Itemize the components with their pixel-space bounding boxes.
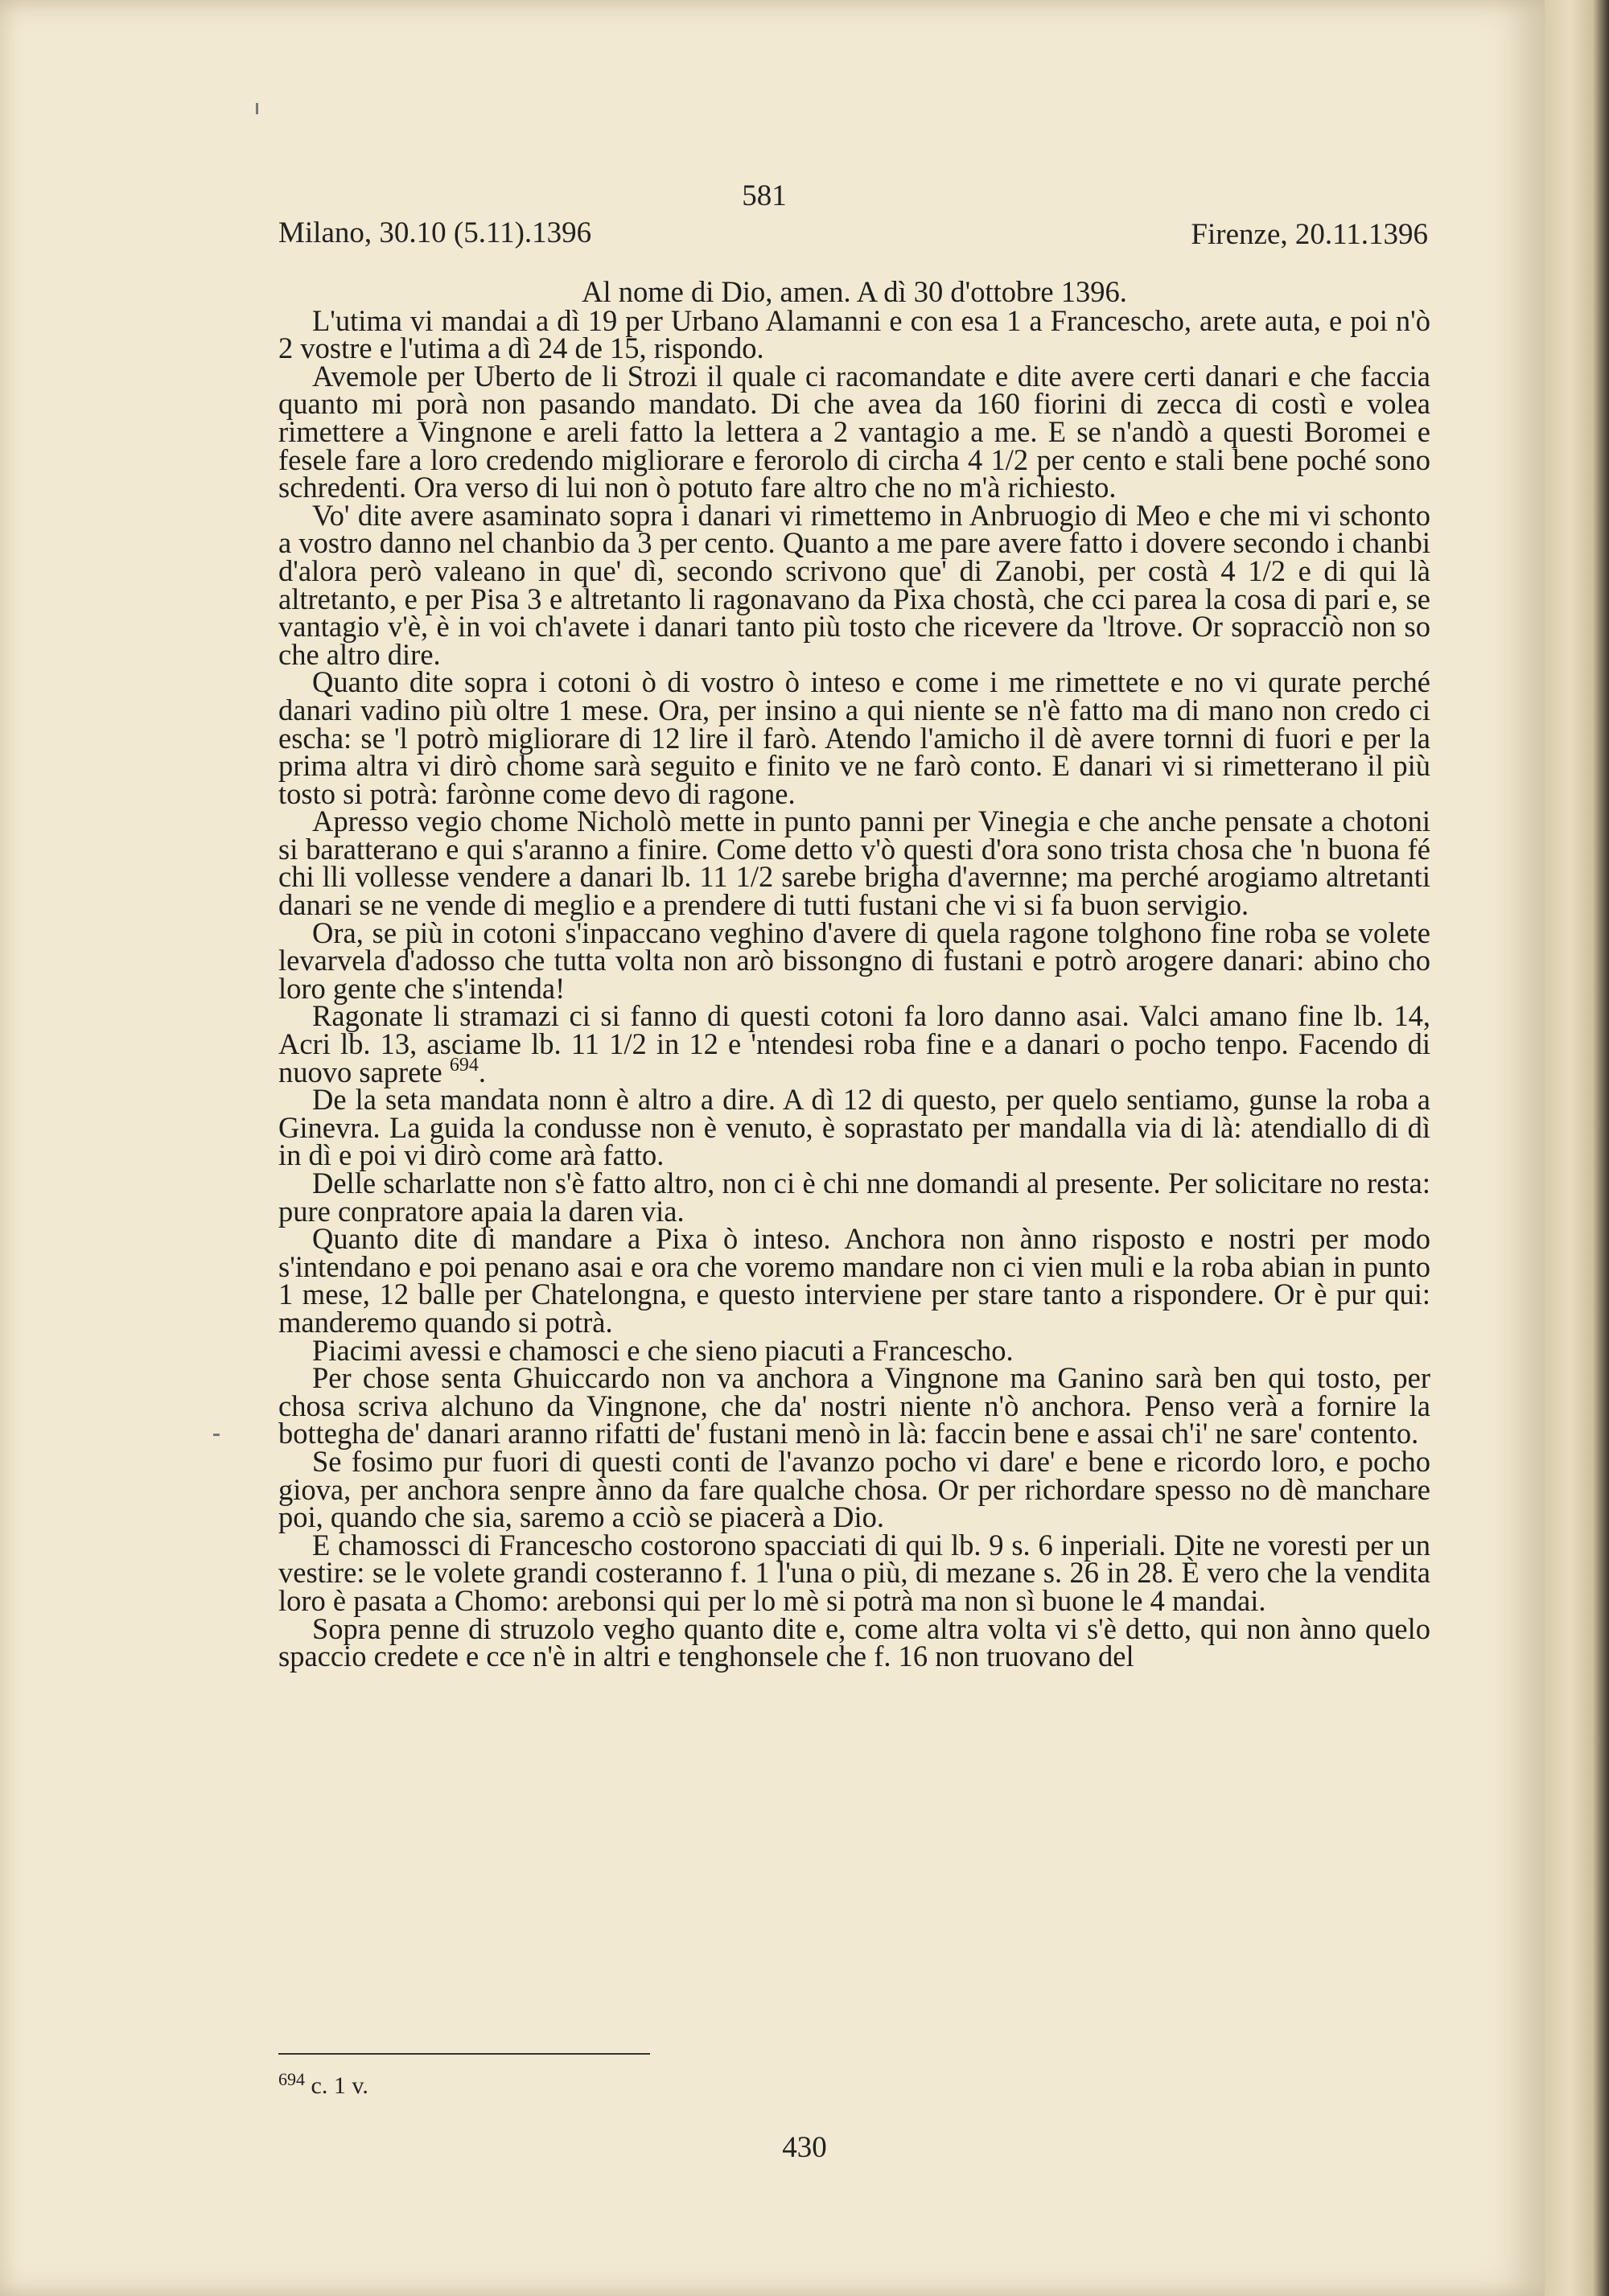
opening-line: Al nome di Dio, amen. A dì 30 d'ottobre 1396. xyxy=(582,275,1127,308)
page-number: 430 xyxy=(782,2131,827,2164)
paragraph: E chamossci di Francescho costorono spacciati di qui lb. 9 s. 6 inperiali. Dite ne voresti per un vestire: se le volete grandi costeranno f. 1 l'una o più, di mezane s. 26 in 28. È vero che la vendita loro è pasata a Chomo: arebonsi qui per lo mè si potrà ma non sì buone le 4 mandai. xyxy=(278,1528,1430,1617)
paragraph: Delle scharlatte non s'è fatto altro, non ci è chi nne domandi al presente. Per solicitare no resta: pure conpratore apaia la daren via. xyxy=(278,1167,1430,1228)
paragraph: Vo' dite avere asaminato sopra i danari vi rimettemo in Anbruogio di Meo e che mi vi schonto a vostro danno nel chanbio da 3 per cento. Quanto a me pare avere fatto i dovere secondo i chanbi d'alora però valeano in que' dì, secondo scrivono que' di Zanobi, per costà 4 1/2 e di qui là altretanto, e per Pisa 3 e altretanto li ragonavano da Pixa chostà, che cci parea la cosa di pari e, se vantagio v'è, è in voi ch'avete i danari tanto più tosto che ricevere da 'ltrove. Or sopracciò non so che altro dire. xyxy=(278,498,1430,671)
paragraph: Quanto dite di mandare a Pixa ò inteso. Anchora non ànno risposto e nostri per modo s'intendano e poi penano asai e ora che voremo mandare non ci vien muli e la roba abian in punto 1 mese, 12 balle per Chatelongna, e questo interviene per stare tanto a rispondere. Or è pur qui: manderemo quando si potrà. xyxy=(278,1222,1430,1339)
paragraph: Per chose senta Ghuiccardo non va anchora a Vingnone ma Ganino sarà ben qui tosto, per chosa scriva alchuno da Vingnone, che da' nostri niente n'ò anchora. Penso verà a fornire la bottegha de' danari aranno rifatti de' fustani menò in là: faccin bene e assai ch'i' ne sare' contento. xyxy=(278,1361,1430,1450)
paragraph: De la seta mandata nonn è altro a dire. A dì 12 di questo, per quelo sentiamo, gunse la roba a Ginevra. La guida la condusse non è venuto, è soprastato per mandalla via di là: atendiallo di dì in dì e poi vi dirò come arà fatto. xyxy=(278,1083,1430,1172)
paragraph: Sopra penne di struzolo vegho quanto dite e, come altra volta vi s'è detto, qui non ànno quelo spaccio credete e cce n'è in altri e tenghonsele che f. 16 non truovano del xyxy=(278,1611,1430,1673)
footnote-text: c. 1 v. xyxy=(311,2072,368,2099)
paragraph: Se fosimo pur fuori di questi conti de l'avanzo pocho vi dare' e bene e ricordo loro, e pocho giova, per anchora senpre ànno da fare qualche chosa. Or per richordare spesso no dè manchare poi, quando che sia, saremo a cciò se piacerà a Dio. xyxy=(278,1444,1430,1534)
margin-mark xyxy=(213,1434,220,1436)
place-date-right: Firenze, 20.11.1396 xyxy=(1191,218,1428,251)
footnote-number: 694 xyxy=(278,2069,305,2089)
paragraph: L'utima vi mandai a dì 19 per Urbano Alamanni e con esa 1 a Francescho, arete auta, e poi n'ò 2 vostre e l'utima a dì 24 de 15, rispondo. xyxy=(278,303,1430,365)
paragraph: Apresso vegio chome Nicholò mette in punto panni per Vinegia e che anche pensate a chotoni si baratterano e qui s'aranno a finire. Come detto v'ò questi d'ora sono trista chosa che 'n buona fé chi lli vollesse vendere a danari lb. 11 1/2 sarebe brigha d'avernne; ma perché arogiamo altretanti danari se ne vende di meglio e a prendere di tutti fustani che vi si fa buon servigio. xyxy=(278,804,1430,922)
place-date-left: Milano, 30.10 (5.11).1396 xyxy=(278,216,592,249)
letter-number: 581 xyxy=(742,179,787,212)
paragraph: Ora, se più in cotoni s'inpaccano veghino d'avere di quela ragone tolghono fine roba se volete levarvela d'adosso che tutta volta non arò bissongno di fustani e potrò arogere danari: abino cho loro gente che s'intenda! xyxy=(278,916,1430,1005)
paragraph: Avemole per Uberto de li Strozi il quale ci racomandate e dite avere certi danari e che faccia quanto mi porà non pasando mandato. Di che avea da 160 fiorini di zecca di costì e volea rimettere a Vingnone e areli fatto la lettera a 2 vantagio a me. E se n'andò a questi Boromei e fesele fare a loro credendo migliorare e ferorolo di circha 4 1/2 per cento e stali bene poché sono schredenti. Ora verso di lui non ò potuto fare altro che no m'à richiesto. xyxy=(278,359,1430,504)
page-edge xyxy=(1545,0,1609,2296)
paragraph: Quanto dite sopra i cotoni ò di vostro ò inteso e come i me rimettete e no vi qurate perché danari vadino più oltre 1 mese. Ora, per insino a qui niente se n'è fatto ma di mano non credo ci escha: se 'l potrò migliorare di 12 lire il farò. Atendo l'amicho il dè avere tornni di fuori e per la prima altra vi dirò chome sarà seguito e finito ve ne farò conto. E danari vi si rimetterano il più tosto si potrà: farònne come devo di ragone. xyxy=(278,665,1430,810)
footnote-reference: 694 xyxy=(449,1054,479,1076)
paragraph: Ragonate li stramazi ci si fanno di questi cotoni fa loro danno asai. Valci amano fine lb. 14, Acri lb. 13, asciame lb. 11 1/2 in 12 e 'ntendesi roba fine e a danari o pocho tenpo. Facendo di nuovo saprete $^{694}$. xyxy=(278,999,1430,1088)
margin-mark xyxy=(256,103,258,114)
letter-body xyxy=(278,275,1430,1673)
footnote xyxy=(278,2069,368,2100)
paragraph-text: Ragonate li stramazi ci si fanno di questi cotoni fa loro danno asai. Valci amano fine lb. 14, Acri lb. 13, asciame lb. 11 1/2 in 12 e 'ntendesi roba fine e a danari o pocho tenpo. Facendo di nuovo saprete xyxy=(278,999,1430,1088)
paragraph: Piacimi avessi e chamosci e che sieno piacuti a Francescho. xyxy=(312,1333,1014,1367)
footnote-divider xyxy=(278,2053,650,2055)
